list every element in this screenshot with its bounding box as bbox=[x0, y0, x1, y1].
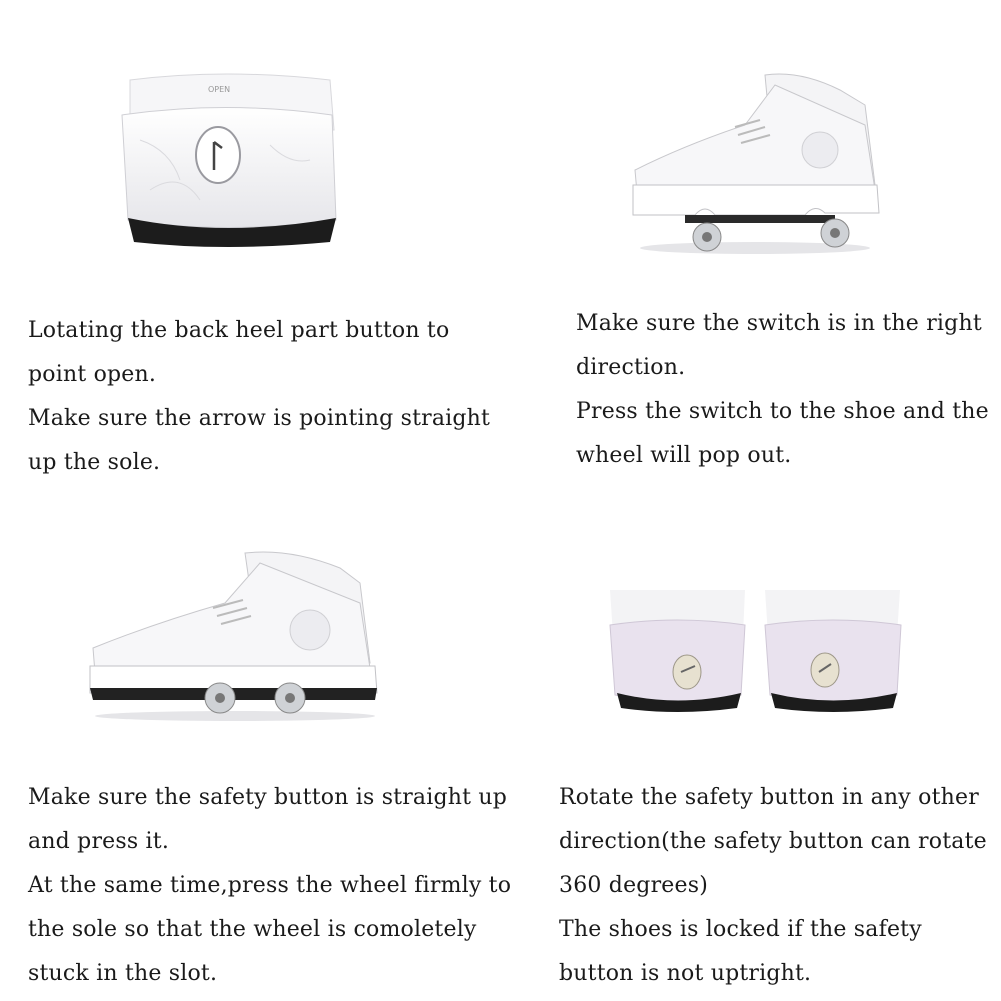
caption-line: direction. bbox=[576, 355, 686, 380]
caption-line: At the same time,press the wheel firmly to bbox=[28, 873, 512, 898]
caption-rotate-lock bbox=[559, 776, 994, 996]
caption-line: Lotating the back heel part button to bbox=[28, 318, 450, 343]
caption-line: Rotate the safety button in any other bbox=[559, 785, 979, 810]
two-heels-locked-image bbox=[605, 590, 905, 715]
caption-line: the sole so that the wheel is comoletely bbox=[28, 917, 477, 942]
heel-closeup-image bbox=[110, 70, 340, 260]
caption-line: The shoes is locked if the safety bbox=[559, 917, 922, 942]
svg-text:OPEN: OPEN bbox=[208, 85, 231, 94]
caption-press-wheel bbox=[28, 776, 518, 996]
caption-line: stuck in the slot. bbox=[28, 961, 218, 986]
shoe-wheels-out-image bbox=[625, 65, 885, 265]
caption-line: direction(the safety button can rotate bbox=[559, 829, 987, 854]
caption-line: 360 degrees) bbox=[559, 873, 708, 898]
shoe-side-wheels-image bbox=[85, 548, 385, 728]
caption-line: Make sure the arrow is pointing straight bbox=[28, 406, 491, 431]
caption-line: wheel will pop out. bbox=[576, 443, 792, 468]
caption-line: point open. bbox=[28, 362, 157, 387]
caption-line: Make sure the safety button is straight up bbox=[28, 785, 508, 810]
caption-line: button is not uptright. bbox=[559, 961, 812, 986]
caption-line: Press the switch to the shoe and the bbox=[576, 399, 989, 424]
caption-heel-button bbox=[28, 309, 498, 485]
caption-line: Make sure the switch is in the right bbox=[576, 311, 982, 336]
caption-line: and press it. bbox=[28, 829, 170, 854]
caption-switch bbox=[576, 302, 991, 478]
caption-line: up the sole. bbox=[28, 450, 161, 475]
